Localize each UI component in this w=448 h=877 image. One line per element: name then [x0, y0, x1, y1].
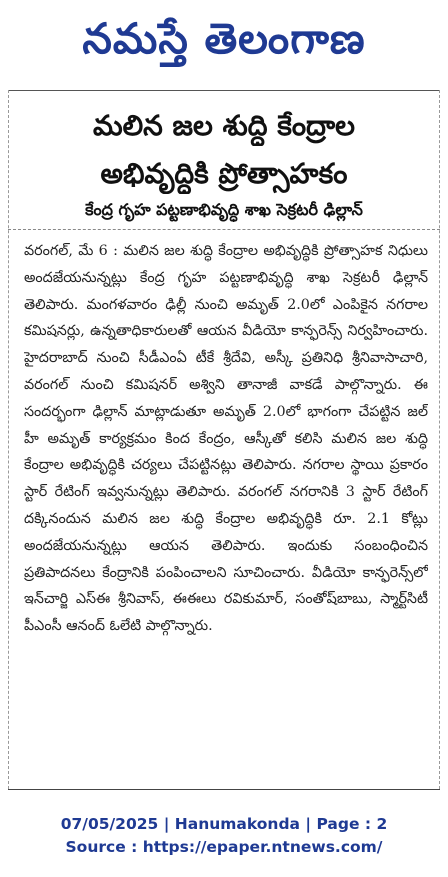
headline-line-1: మలిన జల శుద్ధి కేంద్రాల [92, 109, 355, 142]
clipping-right-border [439, 90, 440, 789]
subheadline: కేంద్ర గృహ పట్టణాభివృద్ధి శాఖ సెక్రటరీ ఢిల్లాన్ [85, 200, 363, 219]
newspaper-masthead: నమస్తే తెలంగాణ [82, 14, 366, 63]
edition-info: 07/05/2025 | Hanumakonda | Page : 2 [60, 815, 388, 833]
headline-line-2: అభివృద్ధికి ప్రోత్సాహకం [100, 157, 348, 190]
subheadline-divider [8, 229, 440, 230]
clipping-bottom-border [8, 789, 440, 790]
clipping-left-border [8, 90, 9, 789]
clipping-top-border [8, 90, 440, 91]
article-body: వరంగల్, మే 6 : మలిన జల శుద్ధి కేంద్రాల అభివృద్ధికి ప్రోత్సాహక నిధులు అందజేయనున్నట్లు కేంద్ర గృహ పట్టణాభివృద్ధి శాఖ సెక్రటరీ ఢిల్లాన్ తెలిపారు. మంగళవారం ఢిల్లీ నుంచి అమృత్ 2.0లో ఎంపికైన నగరాల కమిషనర్లు, ఉన్నతాధికారులతో ఆయన వీడియో కాన్ఫరెన్స్ నిర్వహించారు. హైదరాబాద్ నుంచి సీడీఎంఏ టీకే శ్రీదేవి, అస్కీ ప్రతినిధి శ్రీనివాసాచారి, వరంగల్ నుంచి కమిషనర్ అశ్విని తానాజీ వాకడే పాల్గొన్నారు. ఈ సందర్భంగా ఢిల్లాన్ మాట్లాడుతూ అమృత్ 2.0లో భాగంగా చేపట్టిన జల్ హీ అమృత్ కార్యక్రమం కింద కేంద్రం, ఆస్కీతో కలిసి మలిన జల శుద్ధి కేంద్రాల అభివృద్ధికి చర్యలు చేపట్టినట్లు తెలిపారు. నగరాల స్థాయి ప్రకారం స్టార్ రేటింగ్ ఇవ్వనున్నట్లు తెలిపారు. వరంగల్ నగరానికి 3 స్టార్ రేటింగ్ దక్కినందున మలిన జల శుద్ధి కేంద్రాల అభివృద్ధికి రూ. 2.1 కోట్లు అందజేయనున్నట్లు ఆయన తెలిపారు. ఇందుకు సంబంధించిన ప్రతిపాదనలు కేంద్రానికి పంపించాలని సూచించారు. వీడియో కాన్ఫరెన్స్‌లో ఇన్‌చార్జి ఎస్ఈ శ్రీనివాస్, ఈఈలు రవికుమార్, సంతోష్‌బాబు, స్మార్ట్‌సిటీ పీఎంసీ ఆనంద్ ఓలేటి పాల్గొన్నారు. [24, 243, 428, 635]
source-link[interactable]: Source : https://epaper.ntnews.com/ [65, 838, 383, 856]
